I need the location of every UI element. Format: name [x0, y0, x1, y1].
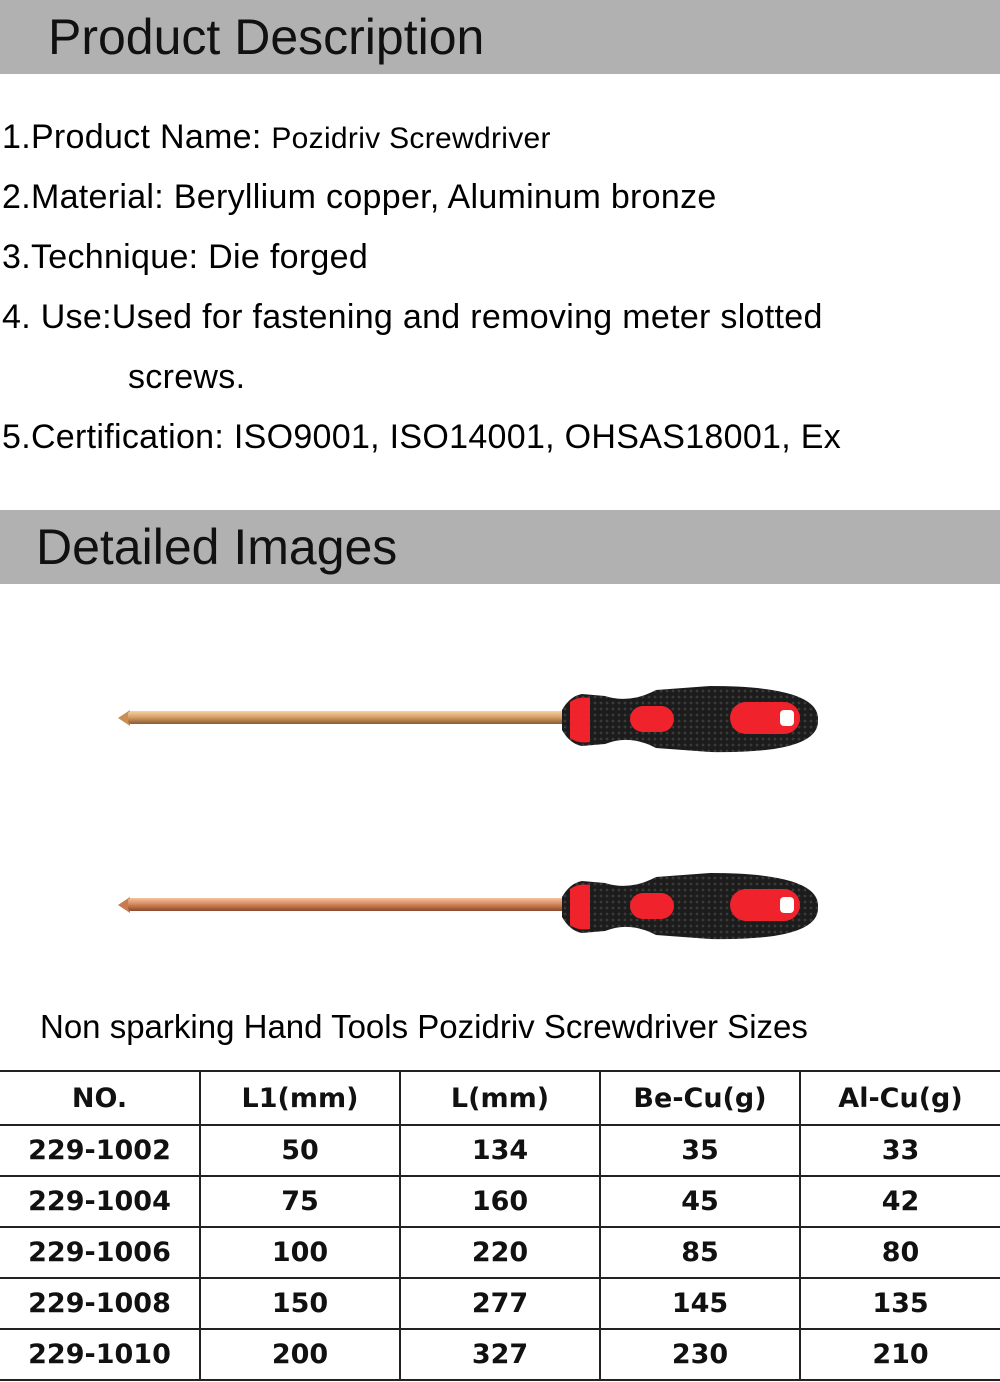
table-cell: 135: [800, 1278, 1000, 1329]
table-row: [0, 1125, 1000, 1176]
table-cell: 220: [400, 1227, 600, 1278]
table-cell: 150: [200, 1278, 400, 1329]
screwdriver-shaft: [128, 711, 568, 724]
sizes-caption: Non sparking Hand Tools Pozidriv Screwdriver Sizes: [40, 1008, 808, 1045]
table-cell: 229-1010: [0, 1329, 200, 1380]
screwdriver-image-beryllium-copper: [100, 658, 840, 778]
spec-use-continuation: screws.: [128, 358, 246, 396]
table-row: [0, 1329, 1000, 1380]
table-cell: 229-1004: [0, 1176, 200, 1227]
table-cell: 200: [200, 1329, 400, 1380]
screwdriver-handle: [562, 873, 818, 939]
table-header-row: [0, 1071, 1000, 1125]
table-cell: 134: [400, 1125, 600, 1176]
column-header: Be-Cu(g): [600, 1071, 800, 1125]
column-header: NO.: [0, 1071, 200, 1125]
table-cell: 33: [800, 1125, 1000, 1176]
table-cell: 80: [800, 1227, 1000, 1278]
screwdriver-shaft: [128, 898, 568, 911]
spec-label: 1.Product Name:: [2, 118, 262, 156]
sizes-table: [0, 1070, 1000, 1381]
table-row: [0, 1227, 1000, 1278]
column-header: L1(mm): [200, 1071, 400, 1125]
table-cell: 35: [600, 1125, 800, 1176]
column-header: Al-Cu(g): [800, 1071, 1000, 1125]
screwdriver-image-aluminum-bronze: [100, 845, 840, 965]
table-cell: 45: [600, 1176, 800, 1227]
table-cell: 75: [200, 1176, 400, 1227]
table-cell: 230: [600, 1329, 800, 1380]
table-cell: 50: [200, 1125, 400, 1176]
spec-certification: 5.Certification: ISO9001, ISO14001, OHSAS18001, Ex: [2, 418, 842, 456]
table-cell: 229-1008: [0, 1278, 200, 1329]
column-header: L(mm): [400, 1071, 600, 1125]
table-row: [0, 1278, 1000, 1329]
table-cell: 229-1002: [0, 1125, 200, 1176]
spec-use: 4. Use:Used for fastening and removing meter slotted: [2, 298, 823, 336]
spec-technique: 3.Technique: Die forged: [2, 238, 369, 276]
table-cell: 160: [400, 1176, 600, 1227]
section-title: Product Description: [48, 9, 485, 65]
table-cell: 85: [600, 1227, 800, 1278]
screwdriver-handle: [562, 686, 818, 752]
spec-material: 2.Material: Beryllium copper, Aluminum bronze: [2, 178, 717, 216]
table-row: [0, 1176, 1000, 1227]
table-cell: 42: [800, 1176, 1000, 1227]
table-cell: 145: [600, 1278, 800, 1329]
section-title: Detailed Images: [36, 519, 398, 575]
table-cell: 210: [800, 1329, 1000, 1380]
detailed-images-banner: [0, 510, 1000, 584]
product-description-banner: [0, 0, 1000, 74]
table-cell: 277: [400, 1278, 600, 1329]
spec-product-name: [2, 118, 551, 157]
spec-value: Pozidriv Screwdriver: [271, 122, 551, 155]
table-cell: 327: [400, 1329, 600, 1380]
table-cell: 229-1006: [0, 1227, 200, 1278]
table-cell: 100: [200, 1227, 400, 1278]
